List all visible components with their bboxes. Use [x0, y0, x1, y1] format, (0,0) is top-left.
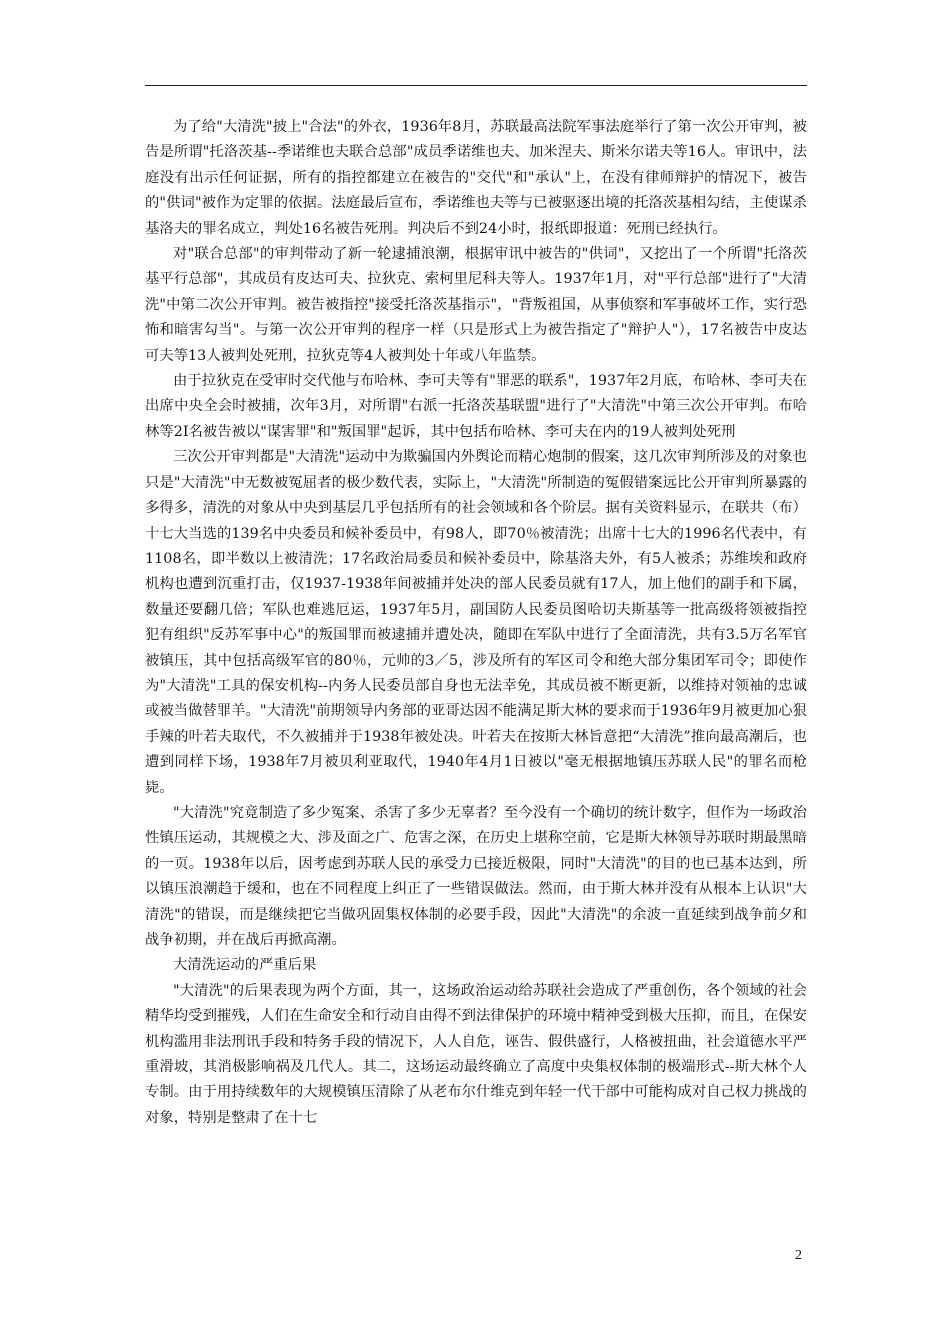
paragraph-1: 为了给"大清洗"披上"合法"的外衣，1936年8月，苏联最高法院军事法庭举行了第一次公开审判，被告是所谓"托洛茨基--季诺维也夫联合总部"成员季诺维也夫、加米涅夫、斯米尔诺夫等16人。审讯中，法庭没有出示任何证据，所有的指控都建立在被告的"交代"和"承认"上，在没有律师辩护的情况下，被告的"供词"被作为定罪的依据。法庭最后宣布，季诺维也夫等与已被驱逐出境的托洛茨基相勾结，主使谋杀基洛夫的罪名成立，判处16名被告死刑。判决后不到24小时，报纸即报道：死刑已经执行。 [145, 119, 807, 237]
paragraph-2: 对"联合总部"的审判带动了新一轮逮捕浪潮，根据审讯中被告的"供词"，又挖出了一个所谓"托洛茨基平行总部"，其成员有皮达可夫、拉狄克、索柯里尼科夫等人。1937年1月，对"平行总部"进行了"大清洗"中第二次公开审判。被告被指控"接受托洛茨基指示"，"背叛祖国，从事侦察和军事破坏工作，实行恐怖和暗害勾当"。与第一次公开审判的程序一样（只是形式上为被告指定了"辩护人"），17名被告中皮达可夫等13人被判处死刑，拉狄克等4人被判处十年或八年监禁。 [145, 246, 807, 364]
body-text [145, 115, 807, 1131]
paragraph-5: "大清洗"究竟制造了多少冤案、杀害了多少无辜者？至今没有一个确切的统计数字，但作为一场政治性镇压运动，其规模之大、涉及面之广、危害之深，在历史上堪称空前，它是斯大林领导苏联时期最黑暗的一页。1938年以后，因考虑到苏联人民的承受力已接近极限，同时"大清洗"的目的也已基本达到，所以镇压浪潮趋于缓和，也在不同程度上纠正了一些错误做法。然而，由于斯大林并没有从根本上认识"大清洗"的错误，而是继续把它当做巩固集权体制的必要手段，因此"大清洗"的余波一直延续到战争前夕和战争初期，并在战后再掀高潮。 [145, 804, 807, 948]
paragraph-4: 三次公开审判都是"大清洗"运动中为欺骗国内外舆论而精心炮制的假案，这几次审判所涉及的对象也只是"大清洗"中无数被冤屈者的极少数代表，实际上，"大清洗"所制造的冤假错案远比公开审判所暴露的多得多，清洗的对象从中央到基层几乎包括所有的社会领域和各个阶层。据有关资料显示，在联共（布）十七大当选的139名中央委员和候补委员中，有98人，即70％被清洗；出席十七大的1996名代表中，有1108名，即半数以上被清洗；17名政治局委员和候补委员中，除基洛夫外，有5人被杀；苏维埃和政府机构也遭到沉重打击，仅1937-1938年间被捕并处决的部人民委员就有17人，加上他们的副手和下属，数量还要翻几倍；军队也难逃厄运，1937年5月，副国防人民委员图哈切夫斯基等一批高级将领被指控犯有组织"反苏军事中心"的叛国罪而被逮捕并遭处决，随即在军队中进行了全面清洗，共有3.5万名军官被镇压，其中包括高级军官的80％，元帅的3／5，涉及所有的军区司令和绝大部分集团军司令；即使作为"大清洗"工具的保安机构--内务人民委员部自身也无法幸免，其成员被不断更新，以维持对领袖的忠诚或被当做替罪羊。"大清洗"前期领导内务部的亚哥达因不能满足斯大林的要求而于1936年9月被更加心狠手辣的叶若夫取代，不久被捕并于1938年被处决。叶若夫在按斯大林旨意把“大清洗”推向最高潮后，也遭到同样下场，1938年7月被贝利亚取代，1940年4月1日被以"毫无根据地镇压苏联人民"的罪名而枪毙。 [145, 449, 807, 796]
page-number: 2 [795, 1248, 802, 1263]
section-heading: 大清洗运动的严重后果 [173, 957, 317, 974]
paragraph-3: 由于拉狄克在受审时交代他与布哈林、李可夫等有"罪恶的联系"，1937年2月底，布哈林、李可夫在出席中央全会时被捕，次年3月，对所谓"右派一托洛茨基联盟"进行了"大清洗"中第三次公开审判。布哈林等2I名被告被以"谋害罪"和"叛国罪"起诉，其中包括布哈林、李可夫在内的19人被判处死刑 [145, 373, 807, 440]
header-rule [145, 85, 807, 86]
paragraph-6: "大清洗"的后果表现为两个方面，其一，这场政治运动给苏联社会造成了严重创伤，各个领域的社会精华均受到摧残，人们在生命安全和行动自由得不到法律保护的环境中精神受到极大压抑，而且，在保安机构滥用非法刑讯手段和特务手段的情况下，人人自危，诬告、假供盛行，人格被扭曲，社会道德水平严重滑坡，其消极影响祸及几代人。其二，这场运动最终确立了高度中央集权体制的极端形式--斯大林个人专制。由于用持续数年的大规模镇压清除了从老布尔什维克到年轻一代干部中可能构成对自己权力挑战的对象，特别是整肃了在十七 [145, 982, 807, 1126]
